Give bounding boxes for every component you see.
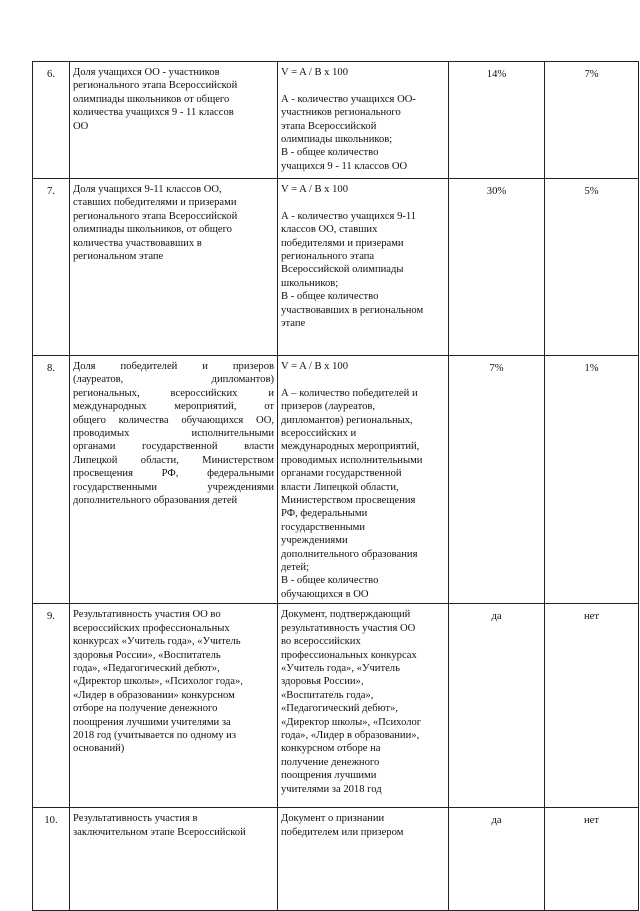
criterion-name-line: года», «Педагогический дебют», — [73, 662, 220, 674]
criterion-name-line: дополнительного образования детей — [73, 495, 238, 507]
criterion-name — [70, 808, 278, 911]
calculation-method-line: В - общее количество — [281, 575, 379, 587]
calculation-method-line: В - общее количество — [281, 291, 379, 303]
value-column-2: нет — [545, 808, 639, 911]
criterion-name-line: оснований) — [73, 743, 125, 755]
criterion-name-line: региональных, всероссийских и — [73, 387, 274, 399]
calculation-method — [278, 62, 449, 179]
criterion-name-line: регионального этапа Всероссийской — [73, 210, 238, 222]
calculation-method-line: учреждениями — [281, 535, 348, 547]
calculation-method-line: результативность участия ОО — [281, 622, 416, 634]
calculation-method-line: «Директор школы», «Психолог — [281, 716, 422, 728]
criterion-name-line: (лауреатов, дипломантов) — [73, 374, 274, 386]
calculation-method-line: Документ о признании — [281, 813, 385, 825]
calculation-method-line: Всероссийской олимпиады — [281, 264, 404, 276]
criterion-name-line: Доля учащихся ОО - участников — [73, 67, 220, 78]
calculation-method-line: проводимых исполнительными — [281, 454, 423, 466]
value-column-1: 14% — [449, 62, 545, 179]
criterion-name-line: регионального этапа Всероссийской — [73, 80, 238, 92]
calculation-method-line: обучающихся в ОО — [281, 588, 369, 600]
criterion-name-line: общего количества обучающихся ОО, — [73, 414, 274, 426]
calculation-method-line: конкурсном отборе на — [281, 743, 381, 755]
calculation-method-line: школьников; — [281, 277, 339, 289]
row-number: 7. — [33, 179, 70, 356]
formula-spacer — [281, 373, 445, 386]
calculation-method-line: «Педагогический дебют», — [281, 703, 398, 715]
calculation-method-line: поощрения лучшими — [281, 770, 377, 782]
table-row — [33, 62, 639, 179]
value-column-2: 5% — [545, 179, 639, 356]
calculation-method-line: А – количество победителей и — [281, 387, 418, 399]
calculation-method-line: победителями и призерами — [281, 237, 404, 249]
formula-expression: V = A / B x 100 — [281, 361, 349, 372]
criterion-name-line: ставших победителями и призерами — [73, 197, 237, 209]
calculation-method-line: власти Липецкой области, — [281, 481, 399, 493]
calculation-method-line: получение денежного — [281, 756, 380, 768]
calculation-method-line: дополнительного образования — [281, 548, 418, 560]
formula-expression: V = A / B x 100 — [281, 67, 349, 78]
criterion-name — [70, 356, 278, 604]
calculation-method-line: А - количество учащихся ОО- — [281, 93, 416, 105]
calculation-method-line: «Учитель года», «Учитель — [281, 662, 400, 674]
criterion-name-line: олимпиады школьников от общего — [73, 93, 230, 105]
calculation-method-line: учителями за 2018 год — [281, 783, 382, 795]
row-number: 9. — [33, 604, 70, 808]
criterion-name-line: заключительном этапе Всероссийской — [73, 826, 246, 838]
row-number: 6. — [33, 62, 70, 179]
criterion-name-line: международных мероприятий, от — [73, 401, 274, 413]
criterion-name-line: «Лидер в образовании» конкурсном — [73, 689, 235, 701]
calculation-method-line: профессиональных конкурсах — [281, 649, 417, 661]
calculation-method-line: классов ОО, ставших — [281, 224, 378, 236]
criterion-name-line: поощрения лучшими учителями за — [73, 716, 231, 728]
criterion-name-line: органами государственной власти — [73, 441, 274, 453]
calculation-method — [278, 808, 449, 911]
calculation-method-line: победителем или призером — [281, 826, 404, 838]
calculation-method-line: призеров (лауреатов, — [281, 401, 376, 413]
criterion-name-line: просвещения РФ, федеральными — [73, 468, 274, 480]
criterion-name-line: отборе на получение денежного — [73, 703, 218, 715]
value-column-2: 1% — [545, 356, 639, 604]
calculation-method-line: международных мероприятий, — [281, 441, 420, 453]
calculation-method-line: органами государственной — [281, 468, 402, 480]
calculation-method-line: Документ, подтверждающий — [281, 609, 411, 621]
table-row — [33, 179, 639, 356]
calculation-method-line: государственными — [281, 521, 366, 533]
calculation-method-line: во всероссийских — [281, 636, 361, 648]
criterion-name-line: Доля победителей и призеров — [73, 361, 274, 372]
row-number: 10. — [33, 808, 70, 911]
calculation-method-line: Министерством просвещения — [281, 495, 416, 507]
calculation-method-line: участников регионального — [281, 107, 401, 119]
table-row — [33, 808, 639, 911]
criterion-name-line: Результативность участия в — [73, 813, 198, 825]
value-column-2: нет — [545, 604, 639, 808]
calculation-method-line: всероссийских и — [281, 428, 357, 440]
calculation-method-line: РФ, федеральными — [281, 508, 368, 520]
criterion-name-line: олимпиады школьников, от общего — [73, 224, 232, 236]
calculation-method-line: дипломантов) региональных, — [281, 414, 413, 426]
value-column-1: да — [449, 604, 545, 808]
calculation-method-line: А - количество учащихся 9-11 — [281, 210, 417, 222]
criterion-name-line: проводимых исполнительными — [73, 428, 274, 440]
calculation-method-line: детей; — [281, 562, 310, 574]
value-column-1: 7% — [449, 356, 545, 604]
formula-expression: V = A / B x 100 — [281, 184, 349, 195]
criterion-name-line: 2018 год (учитывается по одному из — [73, 729, 237, 741]
calculation-method — [278, 356, 449, 604]
criterion-name-line: количества учащихся 9 - 11 классов — [73, 107, 234, 119]
criterion-name — [70, 62, 278, 179]
calculation-method-line: В - общее количество — [281, 147, 379, 159]
criterion-name-line: конкурсах «Учитель года», «Учитель — [73, 636, 241, 648]
criterion-name-line: Результативность участия ОО во — [73, 609, 221, 621]
criterion-name-line: «Директор школы», «Психолог года», — [73, 676, 243, 688]
criterion-name-line: региональном этапе — [73, 251, 164, 263]
criterion-name-line: Липецкой области, Министерством — [73, 454, 274, 466]
criteria-table — [32, 61, 639, 911]
calculation-method-line: участвовавших в региональном — [281, 304, 424, 316]
criterion-name — [70, 604, 278, 808]
calculation-method-line: этапе — [281, 318, 306, 330]
calculation-method-line: регионального этапа — [281, 251, 375, 263]
criteria-table-body — [33, 62, 639, 911]
row-number: 8. — [33, 356, 70, 604]
calculation-method — [278, 604, 449, 808]
calculation-method-line: учащихся 9 - 11 классов ОО — [281, 160, 408, 172]
formula-spacer — [281, 196, 445, 209]
value-column-1: 30% — [449, 179, 545, 356]
calculation-method — [278, 179, 449, 356]
table-row — [33, 604, 639, 808]
criterion-name — [70, 179, 278, 356]
criterion-name-line: здоровья России», «Воспитатель — [73, 649, 221, 661]
calculation-method-line: здоровья России», — [281, 676, 364, 688]
calculation-method-line: этапа Всероссийской — [281, 120, 377, 132]
calculation-method-line: олимпиады школьников; — [281, 134, 393, 146]
criterion-name-line: Доля учащихся 9-11 классов ОО, — [73, 184, 222, 195]
criterion-name-line: ОО — [73, 120, 89, 132]
value-column-2: 7% — [545, 62, 639, 179]
calculation-method-line: «Воспитатель года», — [281, 689, 374, 701]
criterion-name-line: государственными учреждениями — [73, 481, 274, 493]
criterion-name-line: всероссийских профессиональных — [73, 622, 230, 634]
table-row — [33, 356, 639, 604]
value-column-1: да — [449, 808, 545, 911]
calculation-method-line: года», «Лидер в образовании», — [281, 729, 420, 741]
formula-spacer — [281, 79, 445, 92]
criterion-name-line: количества участвовавших в — [73, 237, 202, 249]
